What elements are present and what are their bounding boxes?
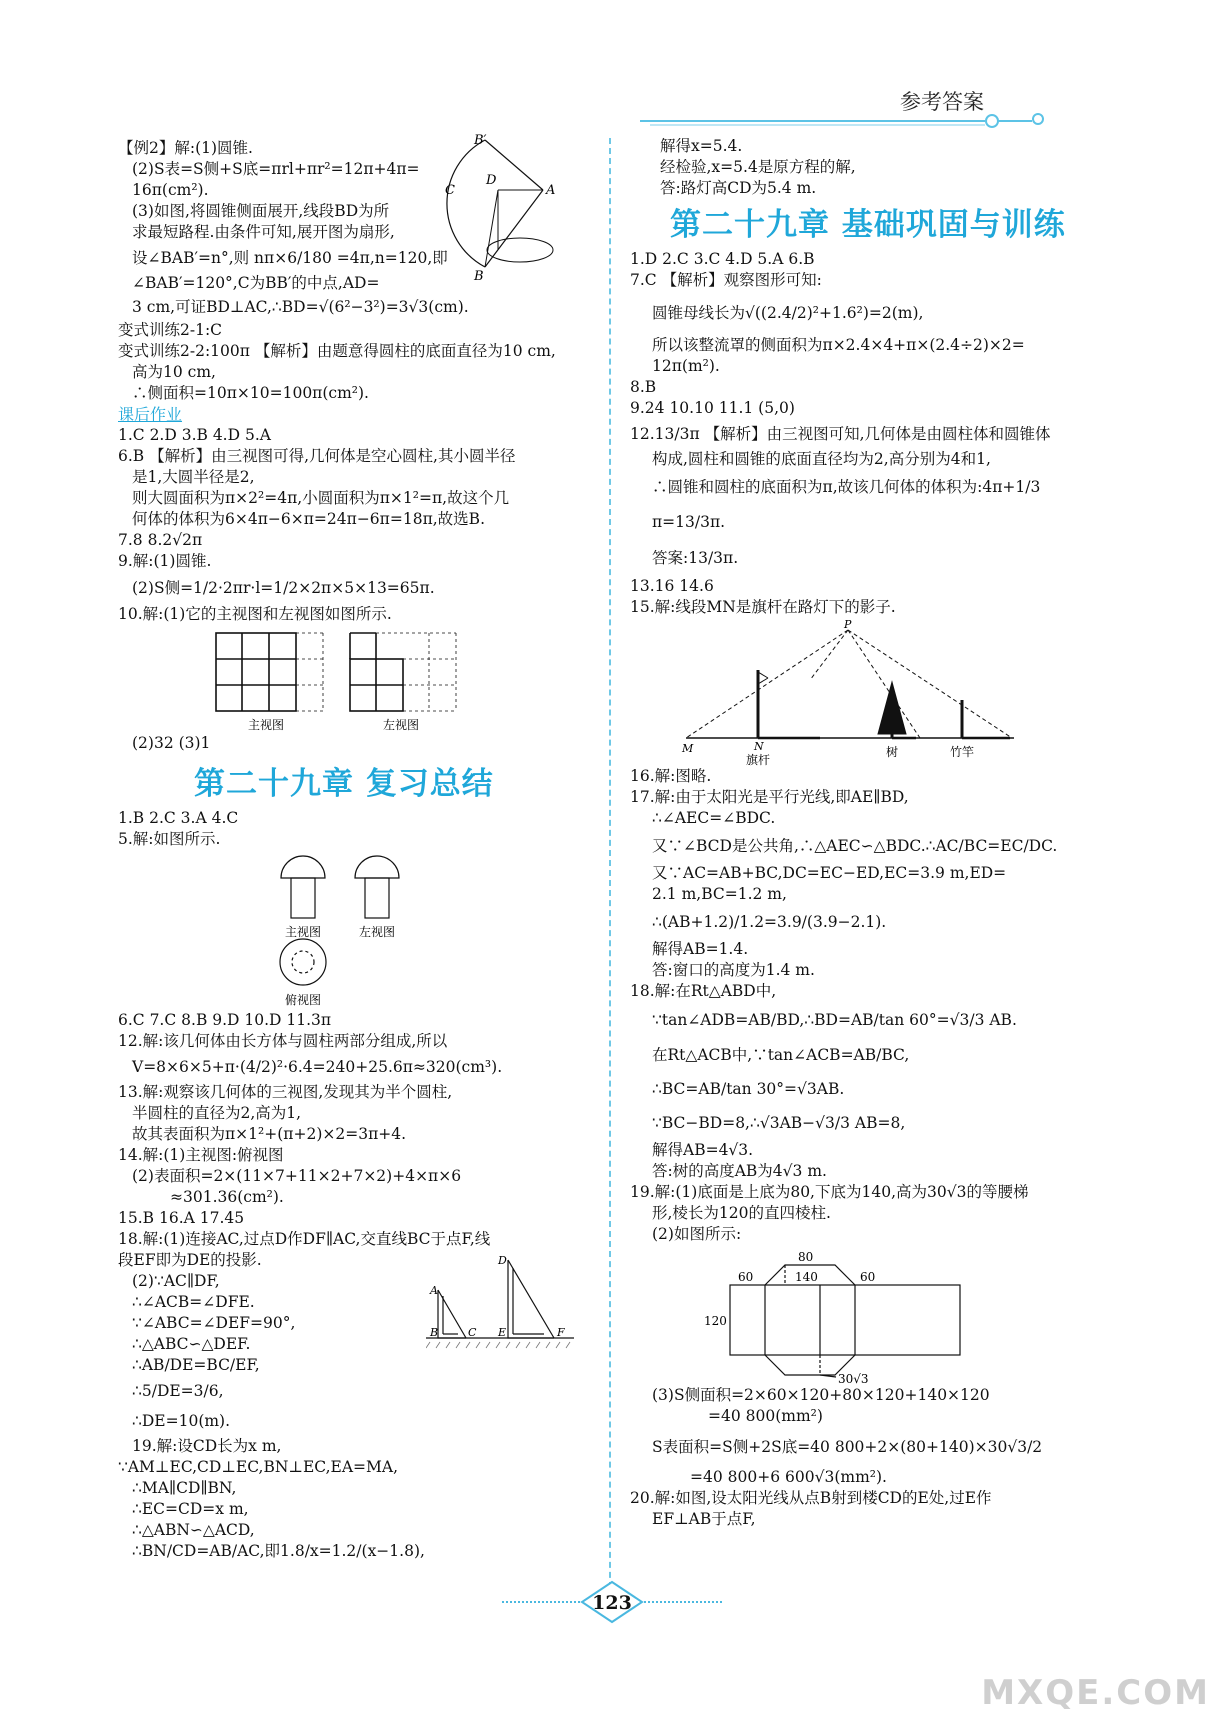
text-line: 何体的体积为6×4π−6×π=24π−6π=18π,故选B. — [132, 510, 485, 528]
text-line: 【例2】解:(1)圆锥. — [118, 139, 253, 157]
text-line: 13.解:观察该几何体的三视图,发现其为半个圆柱, — [118, 1083, 453, 1101]
text-line: 7.C 【解析】观察图形可知: — [630, 271, 822, 289]
net-label: 80 — [798, 1250, 814, 1264]
three-view-grid-figure — [198, 625, 618, 733]
shadow-label: 树 — [886, 745, 899, 759]
figure-caption: 左视图 — [383, 718, 420, 732]
text-line: 答:窗口的高度为1.4 m. — [652, 961, 815, 979]
text-line: ≈301.36(cm²). — [170, 1188, 284, 1206]
text-line: 答:树的高度AB为4√3 m. — [652, 1162, 827, 1180]
triangle-label: E — [498, 1326, 507, 1339]
text-line: 1.B 2.C 3.A 4.C — [118, 809, 239, 827]
text-line: 答案:13/3π. — [652, 549, 739, 567]
text-line: ∴AB/DE=BC/EF, — [132, 1356, 260, 1374]
right-column — [630, 136, 1110, 1530]
cone-label: A — [546, 183, 556, 198]
figure-caption: 左视图 — [359, 925, 396, 939]
text-line: 是1,大圆半径是2, — [132, 468, 255, 486]
text-line: π=13/3π. — [652, 513, 726, 531]
text-line: 14.解:(1)主视图:俯视图 — [118, 1146, 284, 1164]
shadow-label: N — [754, 740, 764, 753]
text-line: 所以该整流罩的侧面积为π×2.4×4+π×(2.4÷2)×2= — [652, 336, 1025, 354]
net-label: 60 — [738, 1270, 754, 1284]
text-line: S表面积=S侧+2S底=40 800+2×(80+140)×30√3/2 — [652, 1438, 1043, 1456]
triangle-label: D — [498, 1254, 507, 1267]
net-label: 140 — [795, 1270, 818, 1284]
shadow-label: P — [844, 618, 852, 631]
text-line: 经检验,x=5.4是原方程的解, — [660, 158, 856, 176]
text-line: V=8×6×5+π·(4/2)²·6.4=240+25.6π≈320(cm³). — [132, 1058, 503, 1076]
text-line: (2)S侧=1/2·2πr·l=1/2×2π×5×13=65π. — [132, 579, 435, 597]
text-line: 形,棱长为120的直四棱柱. — [652, 1204, 831, 1222]
text-line: 解得AB=1.4. — [652, 940, 749, 958]
text-line: 1.D 2.C 3.C 4.D 5.A 6.B — [630, 250, 815, 268]
streetlight-shadow-figure — [630, 618, 1090, 766]
watermark: MXQE.COM — [981, 1673, 1210, 1713]
shadow-label: 旗杆 — [746, 753, 771, 766]
cone-label: B′ — [474, 133, 487, 148]
text-line: 18.解:在Rt△ABD中, — [630, 982, 777, 1000]
text-line: ∴∠ACB=∠DFE. — [132, 1293, 255, 1311]
text-line: ∵AM⊥EC,CD⊥EC,BN⊥EC,EA=MA, — [118, 1458, 399, 1476]
triangle-label: A — [430, 1284, 438, 1297]
text-line: (3)如图,将圆锥侧面展开,线段BD为所 — [132, 202, 390, 220]
text-line: 12.解:该几何体由长方体与圆柱两部分组成,所以 — [118, 1032, 448, 1050]
chapter-title: 第二十九章 基础巩固与训练 — [670, 207, 1066, 243]
left-column — [118, 133, 603, 1562]
text-line: ∴DE=10(m). — [132, 1412, 231, 1430]
triangle-label: F — [557, 1326, 565, 1339]
text-line: 13.16 14.6 — [630, 577, 714, 595]
triangle-label: B — [430, 1326, 439, 1339]
text-line: =40 800(mm²) — [708, 1407, 823, 1425]
text-line: 7.8 8.2√2π — [118, 531, 203, 549]
section-subtitle: 课后作业 — [118, 405, 183, 424]
text-line: 求最短路程.由条件可知,展开图为扇形, — [132, 223, 395, 241]
text-line: 5.解:如图所示. — [118, 830, 221, 848]
cone-unfold-figure — [440, 132, 575, 282]
text-line: ∴5/DE=3/6, — [132, 1382, 224, 1400]
text-line: 9.解:(1)圆锥. — [118, 552, 212, 570]
text-line: 解得x=5.4. — [660, 137, 743, 155]
text-line: ∵tan∠ADB=AB/BD,∴BD=AB/tan 60°=√3/3 AB. — [652, 1011, 1017, 1029]
text-line: 高为10 cm, — [132, 363, 216, 381]
text-line: (2)∵AC∥DF, — [132, 1272, 220, 1290]
text-line: EF⊥AB于点F, — [652, 1510, 756, 1528]
text-line: 又∵∠BCD是公共角,∴△AEC∽△BDC.∴AC/BC=EC/DC. — [652, 837, 1058, 855]
text-line: 故其表面积为π×1²+(π+2)×2=3π+4. — [132, 1125, 407, 1143]
text-line: 2.1 m,BC=1.2 m, — [652, 885, 787, 903]
text-line: 3 cm,可证BD⊥AC,∴BD=√(6²−3²)=3√3(cm). — [132, 298, 469, 316]
prism-net-figure — [630, 1247, 1090, 1385]
text-line: 答:路灯高CD为5.4 m. — [660, 179, 817, 197]
text-line: (2)表面积=2×(11×7+11×2+7×2)+4×π×6 — [132, 1167, 462, 1185]
text-line: 10.解:(1)它的主视图和左视图如图所示. — [118, 605, 392, 623]
header-decoration — [640, 113, 1060, 129]
text-line: 16.解:图略. — [630, 767, 712, 785]
text-line: 构成,圆柱和圆锥的底面直径均为2,高分别为4和1, — [652, 450, 991, 468]
text-line: ∴侧面积=10π×10=100π(cm²). — [132, 384, 369, 402]
text-line: (2)如图所示: — [652, 1225, 742, 1243]
mushroom-views-figure — [163, 850, 583, 1010]
text-line: (2)S表=S侧+S底=πrl+πr²=12π+4π= — [132, 160, 420, 178]
text-line: 18.解:(1)连接AC,过点D作DF∥AC,交直线BC于点F,线 — [118, 1230, 491, 1248]
figure-caption: 俯视图 — [285, 993, 322, 1007]
figure-caption: 主视图 — [285, 925, 322, 939]
text-line: ∠BAB′=120°,C为BB′的中点,AD= — [132, 274, 380, 292]
text-line: 1.C 2.D 3.B 4.D 5.A — [118, 426, 271, 444]
text-line: ∵BC−BD=8,∴√3AB−√3/3 AB=8, — [652, 1114, 906, 1132]
text-line: 17.解:由于太阳光是平行光线,即AE∥BD, — [630, 788, 909, 806]
page-number-badge — [0, 1580, 1224, 1628]
text-line: ∴∠AEC=∠BDC. — [652, 809, 776, 827]
text-line: 6.C 7.C 8.B 9.D 10.D 11.3π — [118, 1011, 332, 1029]
text-line: ∴BC=AB/tan 30°=√3AB. — [652, 1080, 845, 1098]
text-line: 又∵AC=AB+BC,DC=EC−ED,EC=3.9 m,ED= — [652, 864, 1007, 882]
text-line: ∴△ABC∽△DEF. — [132, 1335, 251, 1353]
text-line: ∴EC=CD=x m, — [132, 1500, 249, 1518]
text-line: 12π(m²). — [652, 357, 720, 375]
text-line: (3)S侧面积=2×60×120+80×120+140×120 — [652, 1386, 990, 1404]
text-line: 16π(cm²). — [132, 181, 209, 199]
text-line: ∴(AB+1.2)/1.2=3.9/(3.9−2.1). — [652, 913, 887, 931]
text-line: 则大圆面积为π×2²=4π,小圆面积为π×1²=π,故这个几 — [132, 489, 510, 507]
net-label: 30√3 — [838, 1372, 869, 1385]
shadow-label: 竹竿 — [950, 745, 975, 759]
net-label: 120 — [704, 1314, 727, 1328]
text-line: ∴BN/CD=AB/AC,即1.8/x=1.2/(x−1.8), — [132, 1542, 425, 1560]
text-line: 19.解:(1)底面是上底为80,下底为140,高为30√3的等腰梯 — [630, 1183, 1029, 1201]
figure-caption: 主视图 — [248, 718, 285, 732]
text-line: 段EF即为DE的投影. — [118, 1251, 262, 1269]
text-line: 解得AB=4√3. — [652, 1141, 754, 1159]
text-line: 变式训练2-2:100π 【解析】由题意得圆柱的底面直径为10 cm, — [118, 342, 556, 360]
cone-label: D — [486, 173, 497, 188]
text-line: (2)32 (3)1 — [132, 734, 211, 752]
cone-label: B — [474, 269, 484, 282]
header-title: 参考答案 — [900, 90, 984, 114]
text-line: 变式训练2-1:C — [118, 321, 223, 339]
text-line: 9.24 10.10 11.1 (5,0) — [630, 399, 795, 417]
text-line: 15.B 16.A 17.45 — [118, 1209, 245, 1227]
text-line: 8.B — [630, 378, 657, 396]
page-number: 123 — [592, 1592, 632, 1614]
text-line: ∴圆锥和圆柱的底面积为π,故该几何体的体积为:4π+1/3 — [652, 478, 1041, 496]
net-label: 60 — [860, 1270, 876, 1284]
text-line: =40 800+6 600√3(mm²). — [690, 1468, 887, 1486]
chapter-title: 第二十九章 复习总结 — [194, 766, 494, 802]
text-line: 圆锥母线长为√((2.4/2)²+1.6²)=2(m), — [652, 304, 924, 322]
text-line: 20.解:如图,设太阳光线从点B射到楼CD的E处,过E作 — [630, 1489, 992, 1507]
text-line: ∴MA∥CD∥BN, — [132, 1479, 237, 1497]
cone-label: C — [445, 183, 455, 198]
text-line: 半圆柱的直径为2,高为1, — [132, 1104, 302, 1122]
shadow-label: M — [682, 742, 694, 755]
text-line: 12.13/3π 【解析】由三视图可知,几何体是由圆柱体和圆锥体 — [630, 425, 1051, 443]
triangle-label: C — [468, 1326, 477, 1339]
text-line: ∵∠ABC=∠DEF=90°, — [132, 1314, 296, 1332]
triangle-projection-figure — [426, 1250, 576, 1360]
text-line: 设∠BAB′=n°,则 nπ×6/180 =4π,n=120,即 — [132, 249, 448, 267]
text-line: 19.解:设CD长为x m, — [132, 1437, 282, 1455]
text-line: 在Rt△ACB中,∵tan∠ACB=AB/BC, — [652, 1046, 910, 1064]
text-line: ∴△ABN∽△ACD, — [132, 1521, 255, 1539]
text-line: 6.B 【解析】由三视图可得,几何体是空心圆柱,其小圆半径 — [118, 447, 516, 465]
column-divider — [609, 138, 611, 1608]
text-line: 15.解:线段MN是旗杆在路灯下的影子. — [630, 598, 896, 616]
